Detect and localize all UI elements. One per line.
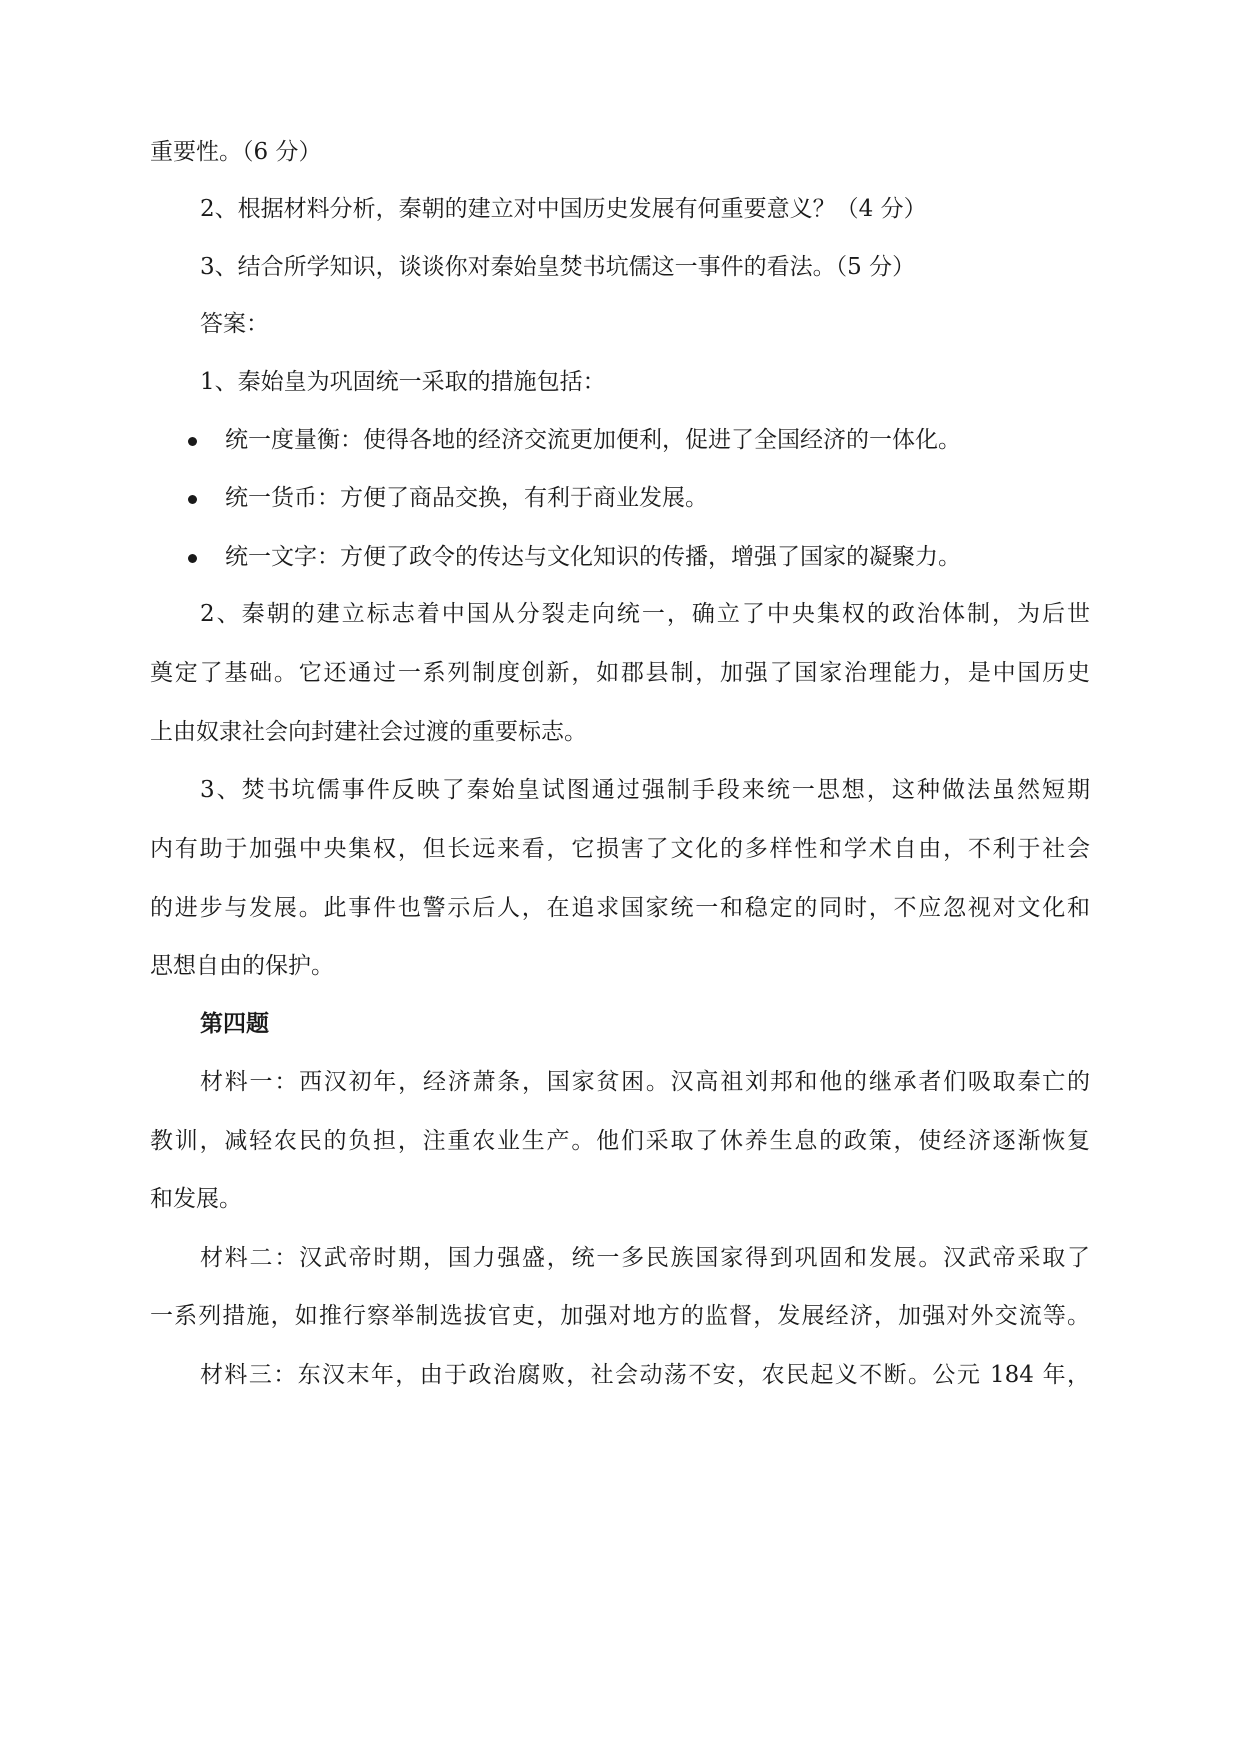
answer-3-line-3: 的进步与发展。此事件也警示后人，在追求国家统一和稳定的同时，不应忽视对文化和 <box>150 895 1090 921</box>
answer-1-bullet-currency: 统一货币：方便了商品交换，有利于商业发展。 <box>225 485 708 511</box>
question-3-3: 3、结合所学知识，谈谈你对秦始皇焚书坑儒这一事件的看法。（5 分） <box>200 254 916 280</box>
material-1-line-2: 教训，减轻农民的负担，注重农业生产。他们采取了休养生息的政策，使经济逐渐恢复 <box>150 1128 1090 1154</box>
answer-3-line-2: 内有助于加强中央集权，但长远来看，它损害了文化的多样性和学术自由，不利于社会 <box>150 836 1090 862</box>
material-2-line-2: 一系列措施，如推行察举制选拔官吏，加强对地方的监督，发展经济，加强对外交流等。 <box>150 1303 1090 1329</box>
answer-1-bullet-script: 统一文字：方便了政令的传达与文化知识的传播，增强了国家的凝聚力。 <box>225 544 961 570</box>
question-3-2: 2、根据材料分析，秦朝的建立对中国历史发展有何重要意义？（4 分） <box>200 196 927 222</box>
material-3-line-1: 材料三：东汉末年，由于政治腐败，社会动荡不安，农民起义不断。公元 184 年， <box>200 1362 1090 1388</box>
answer-heading: 答案： <box>200 311 269 337</box>
material-1-line-1: 材料一：西汉初年，经济萧条，国家贫困。汉高祖刘邦和他的继承者们吸取秦亡的 <box>200 1069 1090 1095</box>
question-3-1-tail: 重要性。（6 分） <box>150 139 322 165</box>
material-1-line-3: 和发展。 <box>150 1186 242 1212</box>
bullet-icon <box>188 554 197 563</box>
bullet-icon <box>188 437 197 446</box>
answer-2-line-2: 奠定了基础。它还通过一系列制度创新，如郡县制，加强了国家治理能力，是中国历史 <box>150 660 1090 686</box>
material-2-line-1: 材料二：汉武帝时期，国力强盛，统一多民族国家得到巩固和发展。汉武帝采取了 <box>200 1245 1090 1271</box>
answer-2-line-1: 2、秦朝的建立标志着中国从分裂走向统一，确立了中央集权的政治体制，为后世 <box>200 601 1090 627</box>
bullet-icon <box>188 495 197 504</box>
answer-3-line-1: 3、焚书坑儒事件反映了秦始皇试图通过强制手段来统一思想，这种做法虽然短期 <box>200 777 1090 803</box>
answer-1-bullet-measures: 统一度量衡：使得各地的经济交流更加便利，促进了全国经济的一体化。 <box>225 427 961 453</box>
section-title-question-4: 第四题 <box>200 1010 269 1037</box>
answer-2-line-3: 上由奴隶社会向封建社会过渡的重要标志。 <box>150 719 587 745</box>
answer-3-line-4: 思想自由的保护。 <box>150 953 334 979</box>
answer-1-intro: 1、秦始皇为巩固统一采取的措施包括： <box>200 369 606 395</box>
